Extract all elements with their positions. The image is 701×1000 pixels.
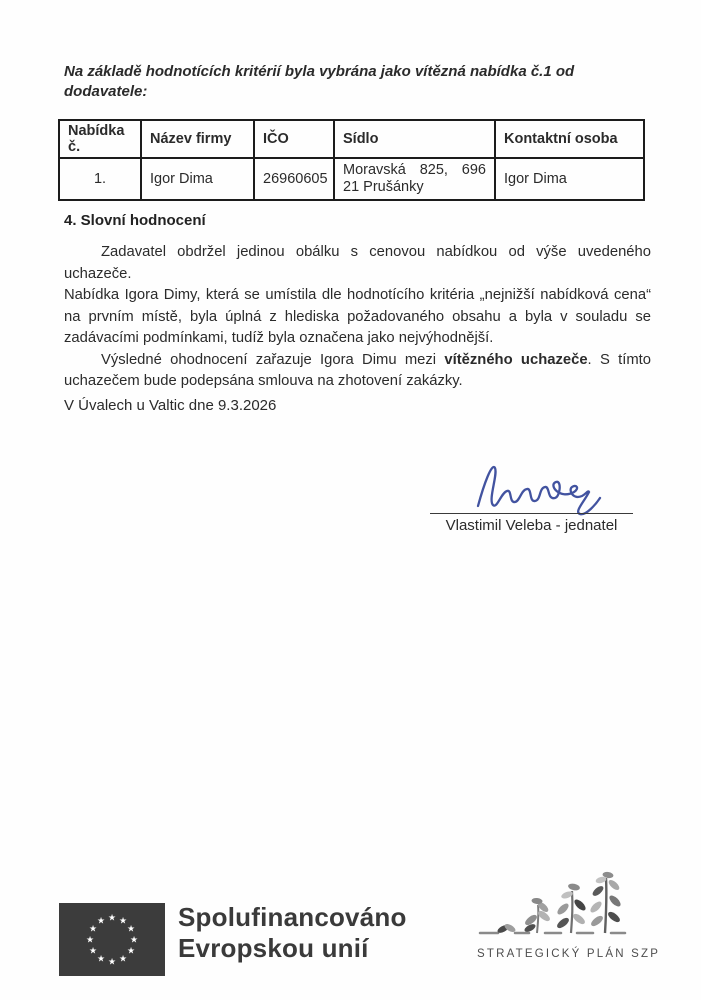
svg-text:★: ★ bbox=[118, 954, 128, 965]
paragraph-3-part-3: . S tímto uchazečem bude podepsána smlouva na zhotovení zakázky. bbox=[64, 351, 651, 389]
eu-flag-icon bbox=[59, 903, 165, 976]
paragraph-3-part-1: Výsledné ohodnocení zařazuje Igora Dimu mezi bbox=[101, 351, 445, 368]
date-line: V Úvalech u Valtic dne 9.3.2026 bbox=[64, 397, 277, 414]
paragraph-1: Zadavatel obdržel jedinou obálku s cenovou nabídkou od výše uvedeného uchazeče. bbox=[64, 244, 651, 282]
svg-text:★: ★ bbox=[107, 913, 117, 924]
table-header-row bbox=[59, 120, 644, 158]
signature-line bbox=[430, 513, 633, 514]
intro-statement: Na základě hodnotících kritérií byla vybrána jako vítězná nabídka č.1 od dodavatele: bbox=[64, 63, 575, 100]
eu-cofunding-label bbox=[178, 902, 407, 964]
svg-text:★: ★ bbox=[118, 916, 128, 927]
svg-text:★: ★ bbox=[126, 924, 136, 935]
svg-text:★: ★ bbox=[107, 957, 117, 968]
paragraph-3 bbox=[64, 350, 651, 393]
svg-text:★: ★ bbox=[88, 924, 98, 935]
cell-ico: 26960605 bbox=[254, 158, 334, 200]
growing-plants-icon bbox=[477, 870, 645, 942]
cell-company: Igor Dima bbox=[141, 158, 254, 200]
svg-text:★: ★ bbox=[88, 946, 98, 957]
cell-contact: Igor Dima bbox=[495, 158, 644, 200]
svg-text:★: ★ bbox=[129, 935, 139, 946]
eu-cofunding-label-line2: Evropskou unií bbox=[178, 933, 369, 963]
col-header-address: Sídlo bbox=[334, 120, 495, 158]
eu-cofunding-label-line1: Spolufinancováno bbox=[178, 902, 407, 932]
col-header-contact: Kontaktní osoba bbox=[495, 120, 644, 158]
paragraph-2: Nabídka Igora Dimy, která se umístila dle hodnotícího kritéria „nejnižší nabídková cena“ na prvním místě, byla úplná z hlediska požadovaného obsahu a byla v souladu se zadávacími podmínkami, tudíž byla označena jako nejvýhodnější. bbox=[64, 287, 651, 346]
body-text bbox=[64, 242, 651, 393]
col-header-ico: IČO bbox=[254, 120, 334, 158]
cell-offer-number: 1. bbox=[59, 158, 141, 200]
svg-text:★: ★ bbox=[126, 946, 136, 957]
paragraph-3-bold: vítězného uchazeče bbox=[444, 351, 588, 368]
signatory-name: Vlastimil Veleba - jednatel bbox=[445, 517, 618, 534]
svg-text:★: ★ bbox=[96, 916, 106, 927]
section-title: 4. Slovní hodnocení bbox=[64, 212, 206, 229]
handwritten-signature-icon bbox=[472, 456, 607, 518]
offers-table bbox=[58, 119, 645, 201]
table-row bbox=[59, 158, 644, 200]
signature-block bbox=[430, 460, 635, 540]
cell-address: Moravská 825, 696 21 Prušánky bbox=[334, 158, 495, 200]
svg-text:★: ★ bbox=[96, 954, 106, 965]
col-header-offer-number: Nabídka č. bbox=[59, 120, 141, 158]
col-header-company: Název firmy bbox=[141, 120, 254, 158]
svg-text:★: ★ bbox=[85, 935, 95, 946]
szp-logo-label: STRATEGICKÝ PLÁN SZP bbox=[477, 948, 661, 960]
